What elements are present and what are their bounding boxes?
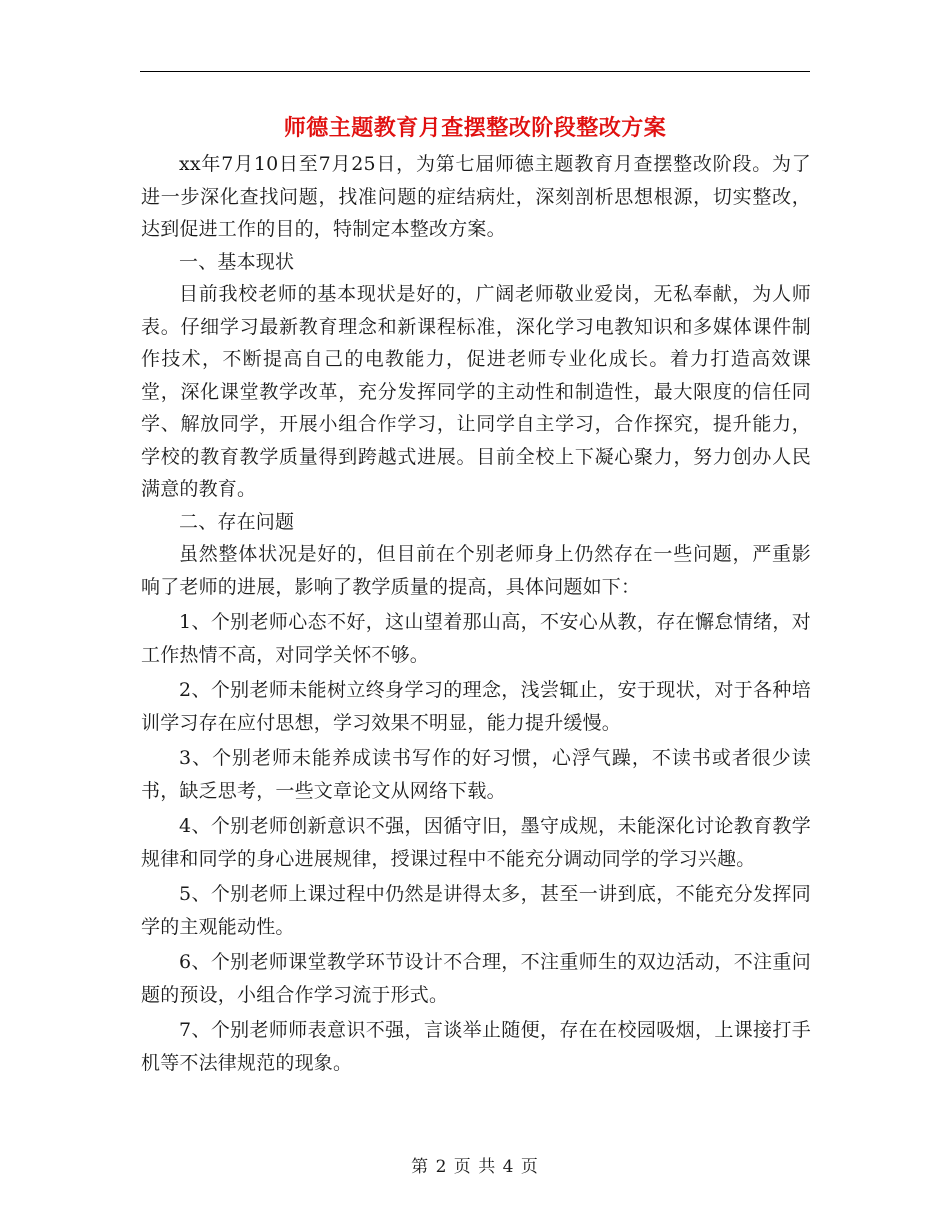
page-number-label: 第 2 页 共 4 页 <box>411 1157 539 1177</box>
list-item-problem-5: 5、个别老师上课过程中仍然是讲得太多，甚至一讲到底，不能充分发挥同学的主观能动性。 <box>141 883 811 938</box>
list-item-problem-3: 3、个别老师未能养成读书写作的好习惯，心浮气躁，不读书或者很少读书，缺乏思考，一些文章论文从网络下载。 <box>141 747 811 802</box>
section-heading-problems: 二、存在问题 <box>179 510 295 533</box>
page-footer <box>0 1152 950 1177</box>
paragraph-basic-status: 目前我校老师的基本现状是好的，广阔老师敬业爱岗，无私奉献，为人师表。仔细学习最新教育理念和新课程标准，深化学习电教知识和多媒体课件制作技术，不断提高自己的电教能力，促进老师专业化成长。着力打造高效课堂，深化课堂教学改革，充分发挥同学的主动性和制造性，最大限度的信任同学、解放同学，开展小组合作学习，让同学自主学习，合作探究，提升能力，学校的教育教学质量得到跨越式进展。目前全校上下凝心聚力，努力创办人民满意的教育。 <box>141 283 811 500</box>
list-item-problem-2: 2、个别老师未能树立终身学习的理念，浅尝辄止，安于现状，对于各种培训学习存在应付思想，学习效果不明显，能力提升缓慢。 <box>141 679 811 734</box>
list-item-problem-7: 7、个别老师师表意识不强，言谈举止随便，存在在校园吸烟，上课接打手机等不法律规范的现象。 <box>141 1019 811 1074</box>
paragraph-intro: xx年7月10日至7月25日，为第七届师德主题教育月查摆整改阶段。为了进一步深化查找问题，找准问题的症结病灶，深刻剖析思想根源，切实整改，达到促进工作的目的，特制定本整改方案。 <box>141 153 811 240</box>
paragraph-problems-intro: 虽然整体状况是好的，但目前在个别老师身上仍然存在一些问题，严重影响了老师的进展，影响了教学质量的提高，具体问题如下： <box>141 543 811 598</box>
list-item-problem-6: 6、个别老师课堂教学环节设计不合理，不注重师生的双边活动，不注重问题的预设，小组合作学习流于形式。 <box>141 951 811 1006</box>
section-heading-basic-status: 一、基本现状 <box>179 250 295 273</box>
document-body <box>141 148 811 1079</box>
list-item-problem-1: 1、个别老师心态不好，这山望着那山高，不安心从教，存在懈怠情绪，对工作热情不高，对同学关怀不够。 <box>141 611 811 666</box>
header-rule <box>140 71 810 72</box>
document-title: 师德主题教育月查摆整改阶段整改方案 <box>283 115 667 141</box>
list-item-problem-4: 4、个别老师创新意识不强，因循守旧，墨守成规，未能深化讨论教育教学规律和同学的身心进展规律，授课过程中不能充分调动同学的学习兴趣。 <box>141 815 811 870</box>
